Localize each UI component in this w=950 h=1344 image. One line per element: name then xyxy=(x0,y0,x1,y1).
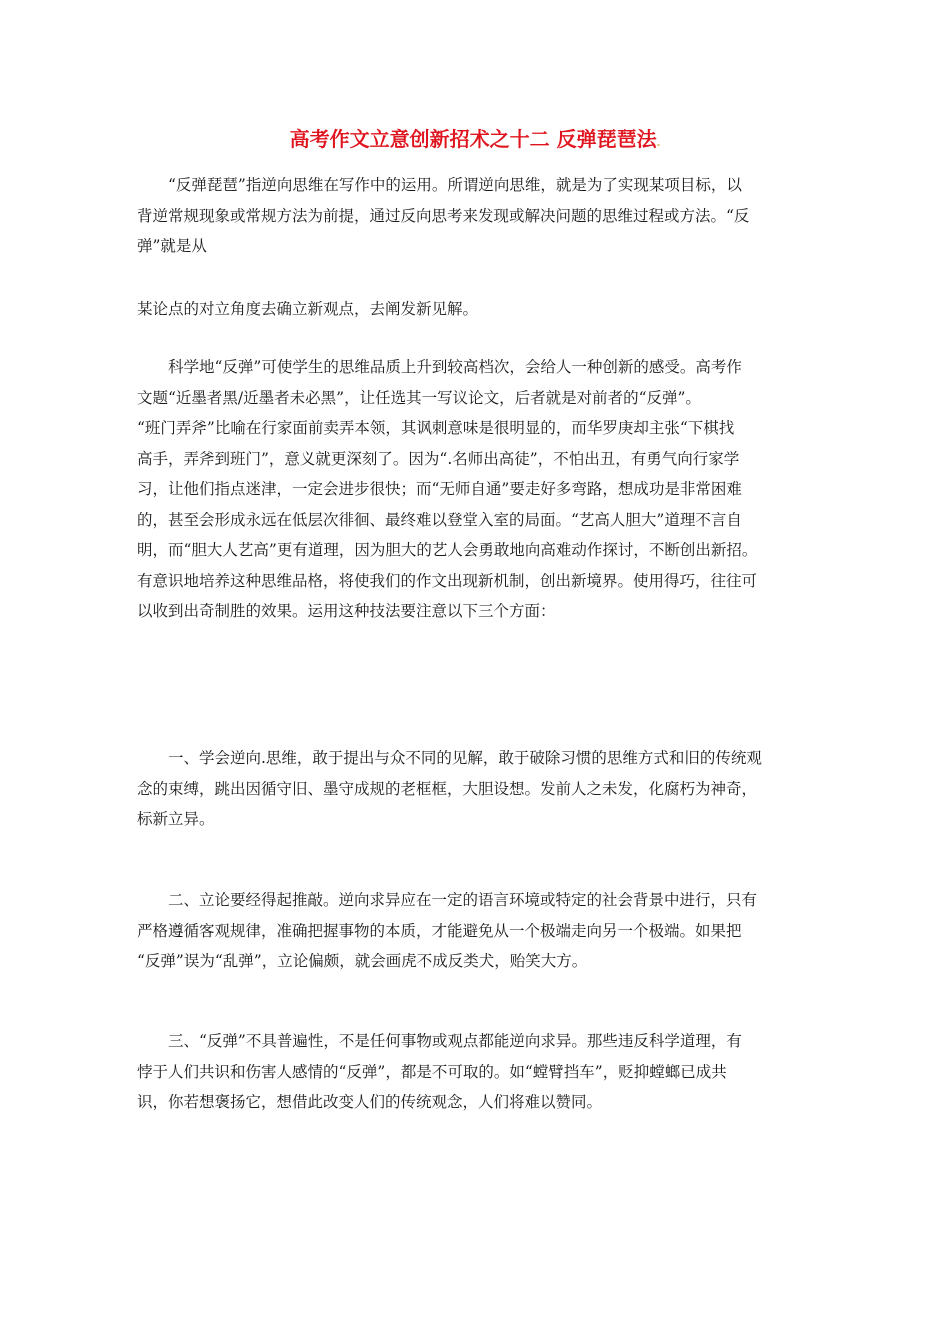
text-line: 二、立论要经得起推敲。逆向求异应在一定的语言环境或特定的社会背景中进行，只有 xyxy=(137,891,758,909)
text-line: 悖于人们共识和伤害人感情的“反弹”，都是不可取的。如“螳臂挡车”，贬抑螳螂已成共 xyxy=(137,1062,727,1081)
text-line: 的，甚至会形成永远在低层次徘徊、最终难以登堂入室的局面。“艺高人胆大”道理不言自 xyxy=(137,510,742,529)
text-line: “反弹琵琶”指逆向思维在写作中的运用。所谓逆向思维，就是为了实现某项目标，以 xyxy=(137,176,742,194)
text-line: 标新立异。 xyxy=(137,810,215,828)
paragraph-intro-continued xyxy=(137,294,817,325)
text-line: “反弹”误为“乱弹”，立论偏颇，就会画虎不成反类犬，贻笑大方。 xyxy=(137,952,588,970)
text-line: 有意识地培养这种思维品格，将使我们的作文出现新机制，创出新境界。使用得巧，往往可 xyxy=(137,571,758,590)
text-line: “班门弄斧”比喻在行家面前卖弄本领，其讽刺意味是很明显的，而华罗庚却主张“下棋找 xyxy=(137,419,735,437)
title-mark: . xyxy=(656,138,661,149)
text-line: 三、“反弹”不具普遍性，不是任何事物或观点都能逆向求异。那些违反科学道理，有 xyxy=(137,1032,742,1050)
paragraph-point-one xyxy=(137,743,817,835)
text-line: 念的束缚，跳出因循守旧、墨守成规的老框框，大胆设想。发前人之未发，化腐朽为神奇， xyxy=(137,779,758,798)
text-line: 识，你若想褒扬它，想借此改变人们的传统观念，人们将难以赞同。 xyxy=(137,1093,603,1111)
paragraph-point-two xyxy=(137,885,817,977)
text-line: 弹”就是从 xyxy=(137,237,207,255)
text-line: 高手，弄斧到班门”，意义就更深刻了。因为“.名师出高徒”，不怕出丑，有勇气向行家学 xyxy=(137,449,740,468)
text-line: 习，让他们指点迷津，一定会进步很快；而“无师自通”要走好多弯路，想成功是非常困难 xyxy=(137,480,742,498)
title-text: 高考作文立意创新招术之十二 反弹琵琶法 xyxy=(289,127,657,151)
document-title xyxy=(0,124,950,159)
paragraph-explanation xyxy=(137,352,817,627)
text-line: 严格遵循客观规律，准确把握事物的本质，才能避免从一个极端走向另一个极端。如果把 xyxy=(137,921,742,940)
text-line: 某论点的对立角度去确立新观点，去阐发新见解。 xyxy=(137,300,479,318)
text-line: 背逆常规现象或常规方法为前提，通过反向思考来发现或解决问题的思维过程或方法。“反 xyxy=(137,206,750,225)
text-line: 科学地“反弹”可使学生的思维品质上升到较高档次，会给人一种创新的感受。高考作 xyxy=(137,358,742,376)
paragraph-point-three xyxy=(137,1026,817,1118)
text-line: 以收到出奇制胜的效果。运用这种技法要注意以下三个方面： xyxy=(137,602,556,620)
paragraph-intro xyxy=(137,170,817,262)
text-line: 明，而“胆大人艺高”更有道理，因为胆大的艺人会勇敢地向高难动作探讨，不断创出新招。 xyxy=(137,541,758,559)
text-line: 文题“近墨者黑/近墨者未必黑”，让任选其一写议论文，后者就是对前者的“反弹”。 xyxy=(137,388,701,407)
text-line: 一、学会逆向.思维，敢于提出与众不同的见解，敢于破除习惯的思维方式和旧的传统观 xyxy=(137,749,762,767)
